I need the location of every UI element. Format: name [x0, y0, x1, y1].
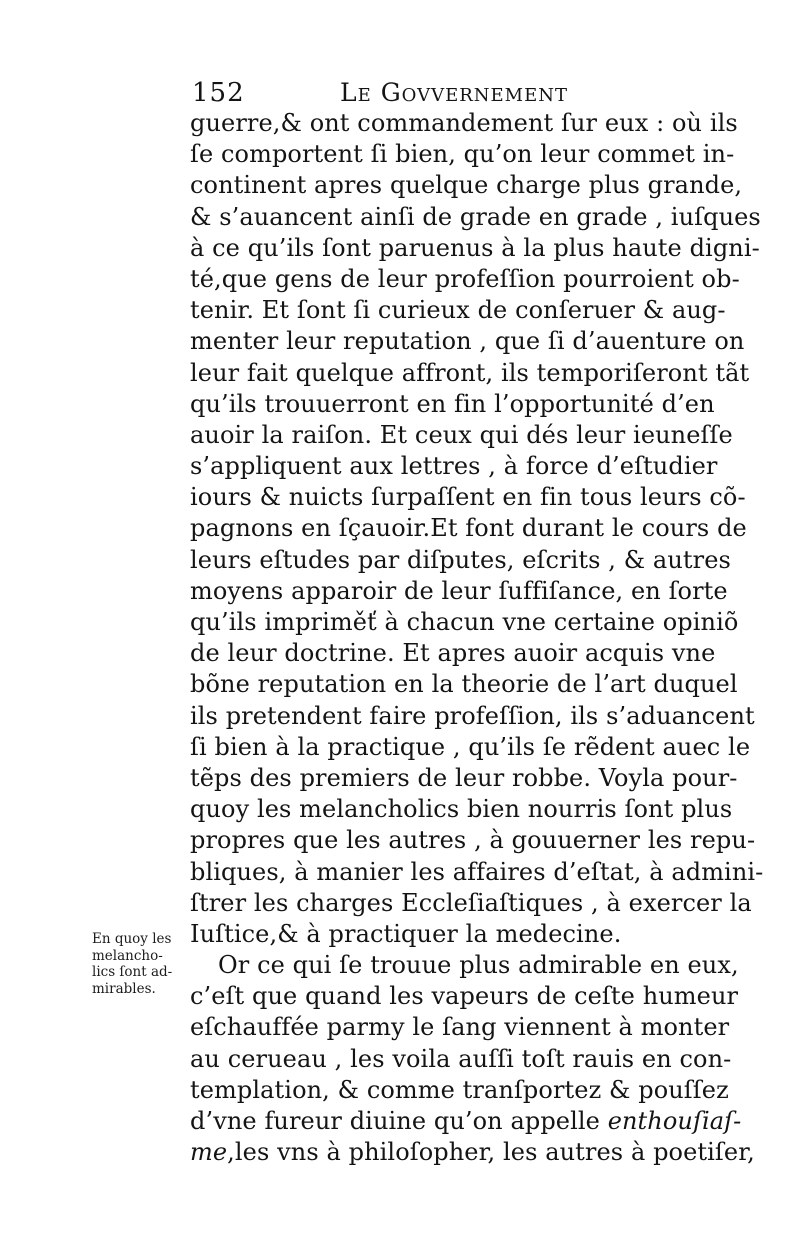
margin-note-line: En quoy les	[92, 931, 172, 947]
text-line: guerre,& ont commandement ſur eux : où ils	[190, 109, 738, 137]
text-line: bõne reputation en la theorie de l’art duquel	[190, 670, 738, 699]
text-line: tenir. Et ſont ſi curieux de conſeruer & aug-	[190, 296, 726, 325]
text-line: ſtrer les charges Eccleſiaſtiques , à exercer la	[190, 888, 752, 917]
text-line: templation, & comme tranſportez & pouſſez	[190, 1075, 729, 1104]
text-line: auoir la raiſon. Et ceux qui dés leur ieuneſſe	[190, 420, 733, 449]
text-line: ſe comportent ſi bien, qu’on leur commet in-	[190, 140, 735, 169]
page-number: 152	[192, 78, 245, 108]
running-head: Le Govvernement	[340, 78, 569, 107]
text-line-roman: d’vne fureur diuine qu’on appelle	[190, 1107, 608, 1135]
margin-note-line: mirables.	[92, 980, 156, 997]
text-line: & s’auancent ainſi de grade en grade , iuſques	[190, 202, 761, 231]
paragraph-first-line: Or ce qui ſe trouue plus admirable en eux,	[218, 951, 739, 980]
text-line	[190, 1137, 755, 1168]
text-line: iours & nuicts ſurpaſſent en fin tous leurs cõ-	[190, 483, 746, 512]
text-line: c’eſt que quand les vapeurs de ceſte humeur	[190, 982, 739, 1011]
text-line: propres que les autres , à gouuerner les repu-	[190, 826, 756, 855]
text-line: pagnons en ſçauoir.Et font durant le cours de	[190, 514, 747, 543]
text-line-roman: ,les vns à philoſopher, les autres à poetiſer,	[227, 1138, 755, 1167]
text-line: continent apres quelque charge plus grande,	[190, 171, 743, 200]
italic-word: enthouſiaſ-	[607, 1107, 742, 1135]
text-line: eſchauffée parmy le ſang viennent à monter	[190, 1013, 730, 1042]
text-line	[190, 1106, 742, 1137]
text-line: té,que gens de leur profeſſion pourroient ob-	[190, 264, 740, 293]
text-line: à ce qu’ils ſont paruenus à la plus haute digni-	[190, 233, 760, 262]
margin-note-line: melancho-	[92, 947, 163, 964]
italic-word: me	[190, 1138, 228, 1167]
margin-note-line: lics ſont ad-	[92, 964, 173, 981]
margin-note	[92, 931, 192, 997]
text-line: ils pretendent faire profeſſion, ils s’aduancent	[190, 701, 755, 730]
text-line: moyens apparoir de leur ſuffiſance, en ſorte	[190, 576, 728, 605]
text-line: quoy les melancholics bien nourris ſont plus	[190, 795, 733, 824]
text-line: qu’ils trouuerront en fin l’opportunité d’en	[190, 389, 715, 418]
text-line: au cerueau , les voila auſſi toſt rauis en con-	[190, 1044, 732, 1073]
text-line: de leur doctrine. Et apres auoir acquis vne	[190, 639, 716, 668]
text-line: menter leur reputation , que ſi d’auenture on	[190, 327, 745, 356]
text-line: qu’ils impriměť à chacun vne certaine opiniõ	[190, 608, 739, 636]
text-line: leur fait quelque affront, ils temporiſeront tãt	[190, 358, 750, 387]
text-line: bliques, à manier les affaires d’eſtat, à admini-	[190, 857, 764, 886]
text-line: leurs eſtudes par diſputes, eſcrits , & autres	[190, 545, 731, 574]
text-line: ſi bien à la practique , qu’ils ſe rẽdent auec le	[190, 732, 751, 761]
text-line: tẽps des premiers de leur robbe. Voyla pour-	[190, 763, 738, 792]
body-text	[190, 108, 764, 1168]
text-line: Iuſtice,& à practiquer la medecine.	[190, 919, 622, 948]
text-line: s’appliquent aux lettres , à force d’eſtudier	[190, 452, 718, 481]
